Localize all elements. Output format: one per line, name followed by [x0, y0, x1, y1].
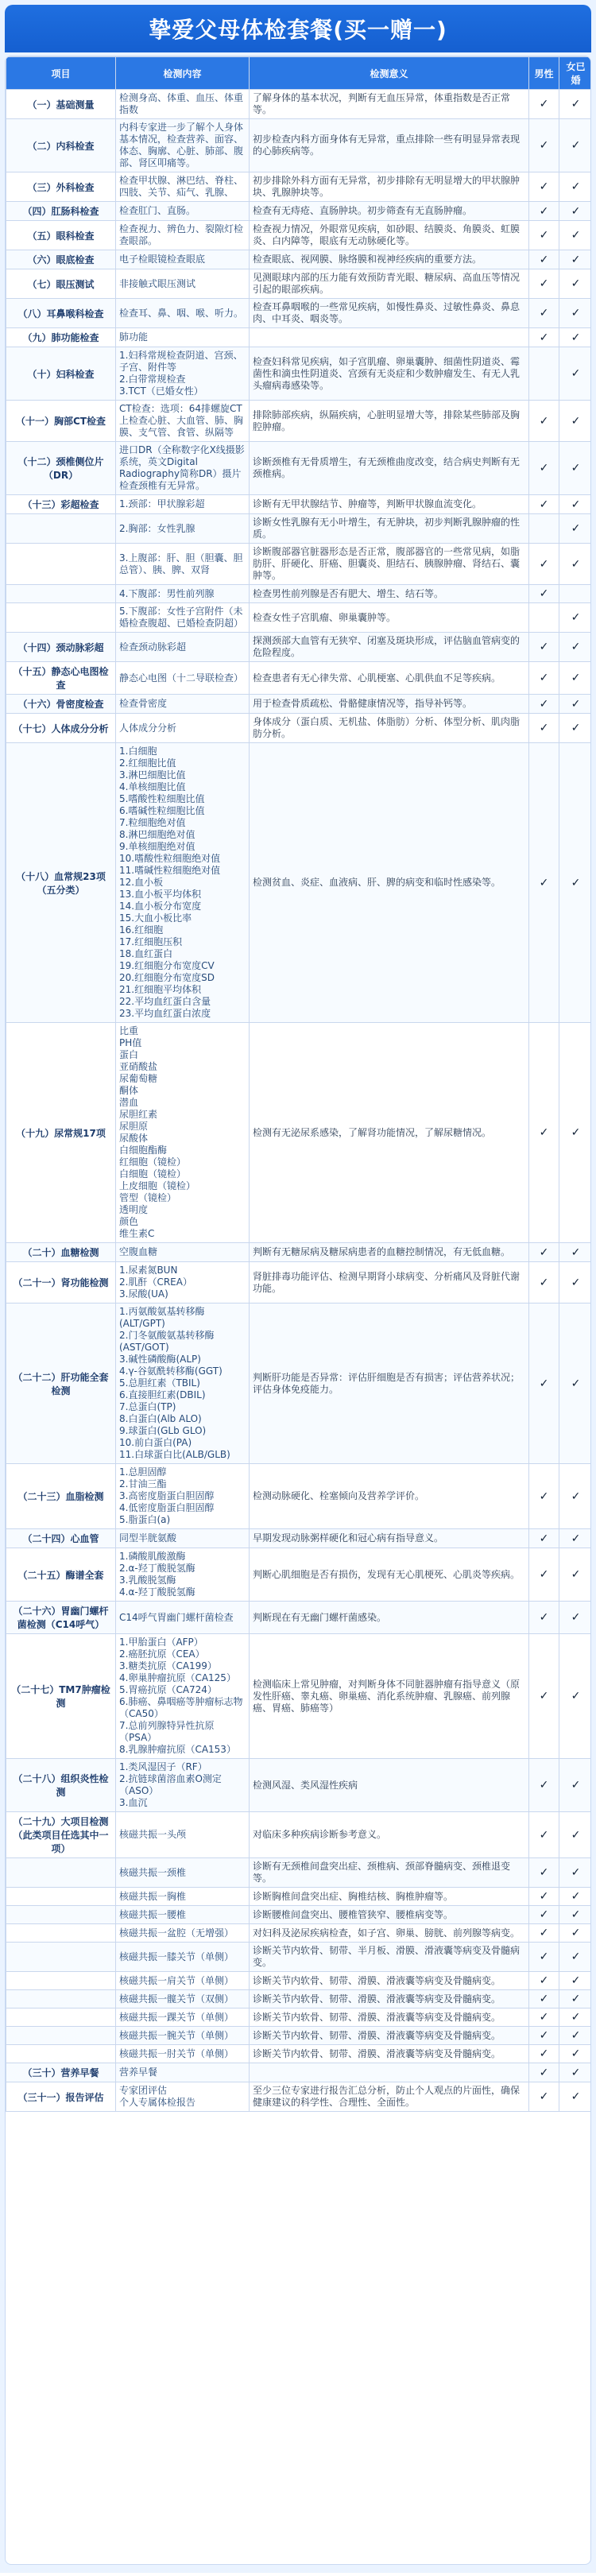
male-check-icon: ✓: [529, 1888, 559, 1906]
row-content: 核磁共振一踝关节（单侧）: [116, 2009, 250, 2027]
female-check-icon: ✓: [559, 250, 592, 269]
female-check-icon: ✓: [559, 1529, 592, 1548]
table-row: [6, 514, 592, 544]
row-project: [6, 1924, 116, 1943]
page-title: 挚爱父母体检套餐(买一赠一): [5, 5, 591, 52]
row-meaning: 诊断胸椎间盘突出症、胸椎结核、胸椎肿瘤等。: [250, 1888, 529, 1906]
row-content: 核磁共振一胸椎: [116, 1888, 250, 1906]
male-check-icon: ✓: [529, 269, 559, 299]
row-project: （二十七）TM7肿瘤检测: [6, 1634, 116, 1759]
row-content: C14呼气胃幽门螺杆菌检查: [116, 1602, 250, 1634]
row-meaning: 检测动脉硬化、栓塞倾向及营养学评价。: [250, 1464, 529, 1529]
row-meaning: 诊断有无甲状腺结节、肿瘤等，判断甲状腺血流变化。: [250, 495, 529, 514]
row-project: [6, 1906, 116, 1924]
table-row: [6, 1634, 592, 1759]
row-content: 检查视力、辨色力、裂隙灯检查眼部。: [116, 221, 250, 250]
row-project: （六）眼底检查: [6, 250, 116, 269]
header-meaning: 检测意义: [250, 57, 529, 90]
female-check-icon: ✓: [559, 328, 592, 347]
row-content: 核磁共振一髋关节（双侧）: [116, 1990, 250, 2009]
row-project: （三十）营养早餐: [6, 2063, 116, 2082]
exam-items-table: [6, 56, 591, 2112]
table-row: [6, 585, 592, 603]
male-check-icon: ✓: [529, 1924, 559, 1943]
female-check-icon: ✓: [559, 1924, 592, 1943]
row-meaning: 诊断关节内软骨、韧带、滑膜、滑液囊等病变及骨髓病变。: [250, 2027, 529, 2045]
row-content: 检查肛门、直肠。: [116, 202, 250, 221]
row-content: 1.类风湿因子（RF） 2.抗链球菌溶血素O测定（ASO） 3.血沉: [116, 1759, 250, 1812]
female-check-icon: ✓: [559, 2063, 592, 2082]
row-content: 1.磷酸肌酸激酶 2.α-羟丁酸脱氢酶 3.乳酸脱氢酶 4.α-羟丁酸脱氢酶: [116, 1548, 250, 1602]
row-meaning: 检查眼底、视网膜、脉络膜和视神经疾病的重要方法。: [250, 250, 529, 269]
row-meaning: 初步检查内科方面身体有无异常，重点排除一些有明显异常表现的心肺疾病等。: [250, 119, 529, 172]
row-project: （二十四）心血管: [6, 1529, 116, 1548]
row-project: （十三）彩超检查: [6, 495, 116, 514]
row-content: 2.胸部：女性乳腺: [116, 514, 250, 544]
male-check-icon: ✓: [529, 1262, 559, 1303]
table-row: [6, 2027, 592, 2045]
male-check-icon: ✓: [529, 1602, 559, 1634]
male-check-icon: ✓: [529, 633, 559, 662]
row-meaning: 初步排除外科方面有无异常，初步排除有无明显增大的甲状腺肿块、乳腺肿块等。: [250, 172, 529, 202]
row-meaning: 排除肺部疾病，纵隔疾病，心脏明显增大等，排除某些肺部及胸腔肿瘤。: [250, 401, 529, 442]
table-row: [6, 1602, 592, 1634]
row-content: 3.上腹部：肝、胆（胆囊、胆总管）、胰、脾、双肾: [116, 544, 250, 585]
row-content: 1.丙氨酸氨基转移酶(ALT/GPT) 2.门冬氨酸氨基转移酶(AST/GOT) 3.碱性磷酸酶(ALP) 4.γ-谷氨酰转移酶(GGT) 5.总胆红素（TBIL) 6.直接胆红素(DBIL) 7.总蛋白(TP) 8.白蛋白(Alb ALO) 9.球蛋白(GLb GLO) 10.前白蛋白(PA) 11.白球蛋白比(ALB/GLB): [116, 1303, 250, 1464]
row-project: （二十三）血脂检测: [6, 1464, 116, 1529]
row-content: 核磁共振一肩关节（单侧）: [116, 1972, 250, 1990]
table-row: [6, 328, 592, 347]
female-check-icon: ✓: [559, 1634, 592, 1759]
table-row: [6, 1303, 592, 1464]
table-row: [6, 2045, 592, 2063]
row-meaning: 检测贫血、炎症、血液病、肝、脾的病变和临时性感染等。: [250, 743, 529, 1023]
row-meaning: 检查耳鼻咽喉的一些常见疾病，如慢性鼻炎、过敏性鼻炎、鼻息肉、中耳炎、咽炎等。: [250, 299, 529, 328]
female-check-icon: ✓: [559, 90, 592, 119]
male-check-icon: ✓: [529, 662, 559, 695]
table-row: [6, 1464, 592, 1529]
male-check-icon: ✓: [529, 2009, 559, 2027]
row-content: 核磁共振一头颅: [116, 1812, 250, 1858]
row-project: [6, 544, 116, 585]
row-project: [6, 1943, 116, 1972]
header-row: [6, 57, 592, 90]
row-meaning: 检测有无泌尿系感染，了解肾功能情况，了解尿糖情况。: [250, 1023, 529, 1243]
row-meaning: 对妇科及泌尿疾病检查，如子宫、卵巢、膀胱、前列腺等病变。: [250, 1924, 529, 1943]
table-row: [6, 347, 592, 401]
table-row: [6, 495, 592, 514]
male-check-icon: ✓: [529, 1812, 559, 1858]
row-project: （十四）颈动脉彩超: [6, 633, 116, 662]
row-project: （三十一）报告评估: [6, 2082, 116, 2112]
male-check-icon: ✓: [529, 1548, 559, 1602]
table-row: [6, 714, 592, 743]
male-check-icon: ✓: [529, 250, 559, 269]
female-check-icon: ✓: [559, 1303, 592, 1464]
female-check-icon: ✓: [559, 299, 592, 328]
table-row: [6, 442, 592, 495]
table-row: [6, 119, 592, 172]
female-check-icon: ✓: [559, 1023, 592, 1243]
row-meaning: 肾脏排毒功能评估、检测早期肾小球病变、分析痛风及肾脏代谢功能。: [250, 1262, 529, 1303]
row-meaning: 判断现在有无幽门螺杆菌感染。: [250, 1602, 529, 1634]
row-project: （九）肺功能检查: [6, 328, 116, 347]
row-project: （二十）血糖检测: [6, 1243, 116, 1262]
female-check-icon: ✓: [559, 442, 592, 495]
row-content: 非接触式眼压测试: [116, 269, 250, 299]
row-meaning: 检测风湿、类风湿性疾病: [250, 1759, 529, 1812]
male-check-icon: ✓: [529, 1634, 559, 1759]
female-check-icon: ✓: [559, 1888, 592, 1906]
row-content: 比重 PH值 蛋白 亚硝酸盐 尿葡萄糖 酮体 潜血 尿胆红素 尿胆原 尿酸体 白细胞酯酶 红细胞（镜检） 白细胞（镜检） 上皮细胞（镜检） 管型（镜检） 透明度 颜色 维生素C: [116, 1023, 250, 1243]
male-check-icon: ✓: [529, 1943, 559, 1972]
row-content: 营养早餐: [116, 2063, 250, 2082]
female-check-icon: ✓: [559, 1858, 592, 1888]
row-content: 同型半胱氨酸: [116, 1529, 250, 1548]
female-check-icon: ✓: [559, 633, 592, 662]
row-content: 1.尿素氮BUN 2.肌酐（CREA） 3.尿酸(UA): [116, 1262, 250, 1303]
row-project: [6, 514, 116, 544]
female-check-icon: ✓: [559, 603, 592, 633]
table-row: [6, 1529, 592, 1548]
table-row: [6, 1906, 592, 1924]
female-check-icon: ✓: [559, 1812, 592, 1858]
male-check-icon: ✓: [529, 401, 559, 442]
row-meaning: [250, 328, 529, 347]
row-meaning: 探测颈部大血管有无狭窄、闭塞及斑块形成，评估脑血管病变的危险程度。: [250, 633, 529, 662]
male-check-icon: ✓: [529, 585, 559, 603]
table-row: [6, 1812, 592, 1858]
row-meaning: 诊断关节内软骨、韧带、滑膜、滑液囊等病变及骨髓病变。: [250, 2045, 529, 2063]
female-check-icon: ✓: [559, 1990, 592, 2009]
row-content: 1.甲胎蛋白（AFP） 2.癌胚抗原（CEA） 3.糖类抗原（CA199） 4.卵巢肿瘤抗原（CA125） 5.胃癌抗原（CA724） 6.肺癌、鼻咽癌等肿瘤标志物（CA50） 7.总前列腺特异性抗原（PSA） 8.乳腺肿瘤抗原（CA153）: [116, 1634, 250, 1759]
row-project: （十五）静态心电图检查: [6, 662, 116, 695]
table-row: [6, 250, 592, 269]
row-content: 空腹血糖: [116, 1243, 250, 1262]
row-meaning: 检查有无痔疮、直肠肿块。初步筛查有无直肠肿瘤。: [250, 202, 529, 221]
row-content: 4.下腹部：男性前列腺: [116, 585, 250, 603]
row-content: 内科专家进一步了解个人身体基本情况，检查营养、面容、体态、胸廓、心脏、肺部、腹部、肾区叩痛等。: [116, 119, 250, 172]
row-meaning: 早期发现动脉粥样硬化和冠心病有指导意义。: [250, 1529, 529, 1548]
table-row: [6, 544, 592, 585]
row-meaning: 至少三位专家进行报告汇总分析，防止个人观点的片面性，确保健康建议的科学性、合理性、全面性。: [250, 2082, 529, 2112]
row-meaning: 检查女性子宫肌瘤、卵巢囊肿等。: [250, 603, 529, 633]
female-check-icon: ✓: [559, 2009, 592, 2027]
female-check-icon: ✓: [559, 495, 592, 514]
row-meaning: 见测眼球内部的压力能有效预防青光眼、糖尿病、高血压等情况引起的眼部疾病。: [250, 269, 529, 299]
row-meaning: 诊断颈椎有无骨质增生，有无颈椎曲度改变，结合病史判断有无颈椎病。: [250, 442, 529, 495]
row-meaning: 诊断女性乳腺有无小叶增生，有无肿块，初步判断乳腺肿瘤的性质。: [250, 514, 529, 544]
male-check-icon: ✓: [529, 1990, 559, 2009]
header-project: 项目: [6, 57, 116, 90]
table-row: [6, 2063, 592, 2082]
table-row: [6, 662, 592, 695]
row-project: （二十二）肝功能全套检测: [6, 1303, 116, 1464]
female-check-icon: ✓: [559, 2082, 592, 2112]
male-check-icon: ✓: [529, 544, 559, 585]
row-meaning: 诊断关节内软骨、韧带、滑膜、滑液囊等病变及骨髓病变。: [250, 1990, 529, 2009]
row-content: 核磁共振一膝关节（单侧）: [116, 1943, 250, 1972]
table-row: [6, 401, 592, 442]
row-meaning: 诊断关节内软骨、韧带、半月板、滑膜、滑液囊等病变及骨髓病变。: [250, 1943, 529, 1972]
row-project: [6, 1990, 116, 2009]
row-project: （十七）人体成分分析: [6, 714, 116, 743]
table-row: [6, 269, 592, 299]
footer-spacer: [5, 2565, 591, 2576]
male-check-icon: ✓: [529, 695, 559, 714]
row-content: 1.妇科常规检查阴道、宫颈、子宫、附件等 2.白带常规检查 3.TCT（已婚女性）: [116, 347, 250, 401]
row-project: （二十一）肾功能检测: [6, 1262, 116, 1303]
female-check-icon: ✓: [559, 202, 592, 221]
row-content: 检测身高、体重、血压、体重指数: [116, 90, 250, 119]
row-project: （十）妇科检查: [6, 347, 116, 401]
table-row: [6, 1858, 592, 1888]
table-row: [6, 1262, 592, 1303]
row-project: （八）耳鼻喉科检查: [6, 299, 116, 328]
row-project: [6, 1972, 116, 1990]
row-project: （七）眼压测试: [6, 269, 116, 299]
row-meaning: 判断肝功能是否异常：评估肝细胞是否有损害；评估营养状况；评估身体免疫能力。: [250, 1303, 529, 1464]
male-check-icon: [529, 347, 559, 401]
row-project: （十六）骨密度检查: [6, 695, 116, 714]
female-check-icon: ✓: [559, 1243, 592, 1262]
row-meaning: 检查男性前列腺是否有肥大、增生、结石等。: [250, 585, 529, 603]
male-check-icon: ✓: [529, 2027, 559, 2045]
male-check-icon: ✓: [529, 2045, 559, 2063]
table-row: [6, 633, 592, 662]
row-meaning: 诊断关节内软骨、韧带、滑膜、滑液囊等病变及骨髓病变。: [250, 2009, 529, 2027]
row-project: （十一）胸部CT检查: [6, 401, 116, 442]
row-project: [6, 2045, 116, 2063]
row-project: （二十五）酶谱全套: [6, 1548, 116, 1602]
table-row: [6, 172, 592, 202]
male-check-icon: [529, 603, 559, 633]
package-table: [5, 56, 591, 2565]
female-check-icon: ✓: [559, 401, 592, 442]
row-content: 核磁共振一腰椎: [116, 1906, 250, 1924]
table-row: [6, 1888, 592, 1906]
female-check-icon: ✓: [559, 695, 592, 714]
row-project: [6, 585, 116, 603]
female-check-icon: ✓: [559, 544, 592, 585]
row-content: 检查甲状腺、淋巴结、脊柱、四肢、关节、疝气、乳腺、: [116, 172, 250, 202]
row-project: [6, 603, 116, 633]
row-meaning: 了解身体的基本状况，判断有无血压异常，体重指数是否正常等。: [250, 90, 529, 119]
female-check-icon: ✓: [559, 2027, 592, 2045]
female-check-icon: ✓: [559, 1906, 592, 1924]
table-row: [6, 90, 592, 119]
male-check-icon: ✓: [529, 1303, 559, 1464]
row-meaning: [250, 2063, 529, 2082]
row-project: （五）眼科检查: [6, 221, 116, 250]
table-row: [6, 1990, 592, 2009]
table-row: [6, 1924, 592, 1943]
male-check-icon: ✓: [529, 1972, 559, 1990]
table-row: [6, 1943, 592, 1972]
female-check-icon: ✓: [559, 119, 592, 172]
table-row: [6, 603, 592, 633]
female-check-icon: ✓: [559, 347, 592, 401]
row-meaning: 诊断有无颈椎间盘突出症、颈椎病、颈部脊髓病变、颈椎退变等。: [250, 1858, 529, 1888]
row-content: 1.总胆固醇 2.甘油三酯 3.高密度脂蛋白胆固醇 4.低密度脂蛋白胆固醇 5.脂蛋白(a): [116, 1464, 250, 1529]
table-row: [6, 1759, 592, 1812]
row-meaning: 对临床多种疾病诊断参考意义。: [250, 1812, 529, 1858]
male-check-icon: ✓: [529, 442, 559, 495]
female-check-icon: ✓: [559, 1464, 592, 1529]
row-meaning: 诊断关节内软骨、韧带、滑膜、滑液囊等病变及骨髓病变。: [250, 1972, 529, 1990]
row-content: 核磁共振一腕关节（单侧）: [116, 2027, 250, 2045]
male-check-icon: ✓: [529, 1906, 559, 1924]
male-check-icon: ✓: [529, 328, 559, 347]
female-check-icon: ✓: [559, 714, 592, 743]
row-content: 1.颈部：甲状腺彩超: [116, 495, 250, 514]
table-row: [6, 1023, 592, 1243]
female-check-icon: ✓: [559, 1548, 592, 1602]
female-check-icon: [559, 585, 592, 603]
female-check-icon: ✓: [559, 1972, 592, 1990]
row-content: 静态心电图（十二导联检查）: [116, 662, 250, 695]
row-meaning: 检测临床上常见肿瘤，对判断身体不同脏器肿瘤有指导意义（原发性肝癌、睾丸癌、卵巢癌、消化系统肿瘤、乳腺癌、前列腺癌、胃癌、肺癌等）: [250, 1634, 529, 1759]
row-content: 5.下腹部：女性子宫附件（未婚检查腹超、已婚检查阴超）: [116, 603, 250, 633]
table-row: [6, 1243, 592, 1262]
table-row: [6, 1972, 592, 1990]
male-check-icon: ✓: [529, 495, 559, 514]
row-content: 专家团评估 个人专属体检报告: [116, 2082, 250, 2112]
male-check-icon: ✓: [529, 1243, 559, 1262]
table-row: [6, 695, 592, 714]
female-check-icon: ✓: [559, 1759, 592, 1812]
male-check-icon: ✓: [529, 221, 559, 250]
row-content: 进口DR（全称数字化X线摄影系统，英文Digital Radiography简称DR）摄片检查颈椎有无异常。: [116, 442, 250, 495]
table-row: [6, 743, 592, 1023]
male-check-icon: ✓: [529, 299, 559, 328]
header-female: 女已婚: [559, 57, 592, 90]
row-content: 检查骨密度: [116, 695, 250, 714]
row-project: （三）外科检查: [6, 172, 116, 202]
male-check-icon: ✓: [529, 202, 559, 221]
row-meaning: 检查妇科常见疾病，如子宫肌瘤、卵巢囊肿、细菌性阴道炎、霉菌性和滴虫性阴道炎、宫颈有无炎症和少数肿瘤发生、有无人乳头瘤病毒感染等。: [250, 347, 529, 401]
row-content: 肺功能: [116, 328, 250, 347]
female-check-icon: ✓: [559, 743, 592, 1023]
male-check-icon: ✓: [529, 119, 559, 172]
female-check-icon: ✓: [559, 1602, 592, 1634]
male-check-icon: ✓: [529, 1023, 559, 1243]
row-meaning: 用于检查骨质疏松、骨骼健康情况等，指导补钙等。: [250, 695, 529, 714]
row-content: 电子检眼镜检查眼底: [116, 250, 250, 269]
row-project: （二十六）胃幽门螺杆菌检测（C14呼气）: [6, 1602, 116, 1634]
male-check-icon: [529, 514, 559, 544]
female-check-icon: ✓: [559, 662, 592, 695]
row-project: [6, 1858, 116, 1888]
row-project: （十九）尿常规17项: [6, 1023, 116, 1243]
table-header: [6, 57, 592, 90]
female-check-icon: ✓: [559, 514, 592, 544]
female-check-icon: ✓: [559, 172, 592, 202]
row-content: 检查颈动脉彩超: [116, 633, 250, 662]
header-content: 检测内容: [116, 57, 250, 90]
row-project: （四）肛肠科检查: [6, 202, 116, 221]
row-project: [6, 2009, 116, 2027]
row-content: 人体成分分析: [116, 714, 250, 743]
female-check-icon: ✓: [559, 269, 592, 299]
row-project: （二十八）组织炎性检测: [6, 1759, 116, 1812]
row-meaning: 身体成分（蛋白质、无机盐、体脂肪）分析、体型分析、肌肉脂肪分析。: [250, 714, 529, 743]
row-meaning: 检查患者有无心律失常、心肌梗塞、心肌供血不足等疾病。: [250, 662, 529, 695]
table-body: [6, 90, 592, 2112]
row-project: （二）内科检查: [6, 119, 116, 172]
row-content: 核磁共振一颈椎: [116, 1858, 250, 1888]
row-project: （十八）血常规23项（五分类）: [6, 743, 116, 1023]
female-check-icon: ✓: [559, 221, 592, 250]
male-check-icon: ✓: [529, 90, 559, 119]
header-male: 男性: [529, 57, 559, 90]
male-check-icon: ✓: [529, 743, 559, 1023]
row-content: 核磁共振一盆腔（无增强）: [116, 1924, 250, 1943]
row-meaning: 检查视力情况，外眼常见疾病，如砂眼、结膜炎、角膜炎、虹膜炎、白内障等，眼底有无动脉硬化等。: [250, 221, 529, 250]
table-row: [6, 1548, 592, 1602]
row-project: （十二）颈椎侧位片（DR）: [6, 442, 116, 495]
male-check-icon: ✓: [529, 2082, 559, 2112]
table-row: [6, 2082, 592, 2112]
row-content: CT检查：选项：64排螺旋CT上检查心脏、大血管、肺、胸膜、支气管、食管、纵隔等: [116, 401, 250, 442]
row-meaning: 诊断腰椎间盘突出、腰椎管狭窄、腰椎病变等。: [250, 1906, 529, 1924]
row-content: 检查耳、鼻、咽、喉、听力。: [116, 299, 250, 328]
table-row: [6, 202, 592, 221]
row-meaning: 判断心肌细胞是否有损伤，发现有无心肌梗死、心肌炎等疾病。: [250, 1548, 529, 1602]
male-check-icon: ✓: [529, 714, 559, 743]
table-row: [6, 2009, 592, 2027]
row-meaning: 判断有无糖尿病及糖尿病患者的血糖控制情况，有无低血糖。: [250, 1243, 529, 1262]
female-check-icon: ✓: [559, 2045, 592, 2063]
row-project: （一）基础测量: [6, 90, 116, 119]
male-check-icon: ✓: [529, 1529, 559, 1548]
table-row: [6, 299, 592, 328]
row-content: 1.白细胞 2.红细胞比值 3.淋巴细胞比值 4.单核细胞比值 5.嗜酸性粒细胞比值 6.嗜碱性粒细胞比值 7.粒细胞绝对值 8.淋巴细胞绝对值 9.单核细胞绝对值 10.嗜酸性粒细胞绝对值 11.嗜碱性粒细胞绝对值 12.血小板 13.血小板平均体积 14.血小板分布宽度 15.大血小板比率 16.红细胞 17.红细胞压积 18.血红蛋白 19.红细胞分布宽度CV 20.红细胞分布宽度SD 21.红细胞平均体积 22.平均血红蛋白含量 23.平均血红蛋白浓度: [116, 743, 250, 1023]
male-check-icon: ✓: [529, 172, 559, 202]
male-check-icon: ✓: [529, 1759, 559, 1812]
female-check-icon: ✓: [559, 1262, 592, 1303]
row-project: [6, 1888, 116, 1906]
row-project: [6, 2027, 116, 2045]
female-check-icon: ✓: [559, 1943, 592, 1972]
row-meaning: 诊断腹部器官脏器形态是否正常，腹部器官的一些常见病，如脂肪肝、肝硬化、肝癌、胆囊炎、胆结石、胰腺肿瘤、肾结石、囊肿等。: [250, 544, 529, 585]
male-check-icon: ✓: [529, 1858, 559, 1888]
male-check-icon: ✓: [529, 2063, 559, 2082]
row-content: 核磁共振一肘关节（单侧）: [116, 2045, 250, 2063]
table-row: [6, 221, 592, 250]
male-check-icon: ✓: [529, 1464, 559, 1529]
row-project: （二十九）大项目检测（此类项目任选其中一项）: [6, 1812, 116, 1858]
